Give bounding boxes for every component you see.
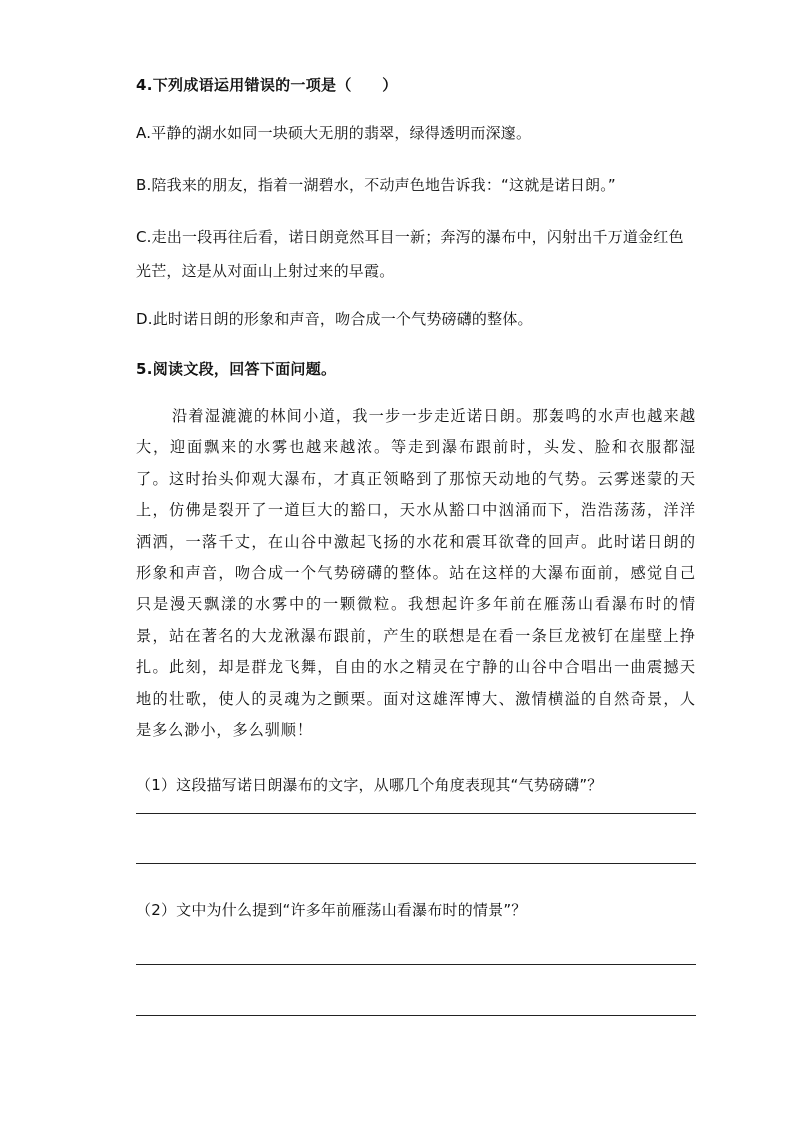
sub-question-1: （1）这段描写诺日朗瀑布的文字，从哪几个角度表现其“气势磅礴”？ xyxy=(136,776,603,794)
answer-line[interactable] xyxy=(136,964,696,965)
reading-passage: 沿着湿漉漉的林间小道，我一步一步走近诺日朗。那轰鸣的水声也越来越大，迎面飘来的水雾也越来越浓。等走到瀑布跟前时，头发、脸和衣服都湿了。这时抬头仰观大瀑布，才真正领略到了那惊天动地的气势。云雾迷蒙的天上，仿佛是裂开了一道巨大的豁口，天水从豁口中汹涌而下，浩浩荡荡，洋洋洒洒，一落千丈，在山谷中激起飞扬的水花和震耳欲聋的回声。此时诺日朗的形象和声音，吻合成一个气势磅礴的整体。站在这样的大瀑布面前，感觉自己只是漫天飘漾的水雾中的一颗微粒。我想起许多年前在雁荡山看瀑布时的情景，站在著名的大龙湫瀑布跟前，产生的联想是在看一条巨龙被钉在崖壁上挣扎。此刻，却是群龙飞舞，自由的水之精灵在宁静的山谷中合唱出一曲震撼天地的壮歌，使人的灵魂为之颤栗。面对这雄浑博大、激情横溢的自然奇景，人是多么渺小，多么驯顺！ xyxy=(136,407,696,740)
question-4-title: 4.下列成语运用错误的一项是（ ） xyxy=(136,76,398,94)
option-d: D.此时诺日朗的形象和声音，吻合成一个气势磅礴的整体。 xyxy=(136,310,533,328)
option-b: B.陪我来的朋友，指着一湖碧水，不动声色地告诉我：“这就是诺日朗。” xyxy=(136,176,616,194)
answer-line[interactable] xyxy=(136,863,696,864)
answer-line[interactable] xyxy=(136,813,696,814)
option-c: C.走出一段再往后看，诺日朗竟然耳目一新；奔泻的瀑布中，闪射出千万道金红色光芒，这是从对面山上射过来的早霞。 xyxy=(136,228,684,280)
answer-line[interactable] xyxy=(136,1015,696,1016)
option-a: A.平静的湖水如同一块硕大无朋的翡翠，绿得透明而深邃。 xyxy=(136,124,532,142)
sub-question-2: （2）文中为什么提到“许多年前雁荡山看瀑布时的情景”？ xyxy=(136,901,527,919)
question-5-title: 5.阅读文段，回答下面问题。 xyxy=(136,360,337,378)
